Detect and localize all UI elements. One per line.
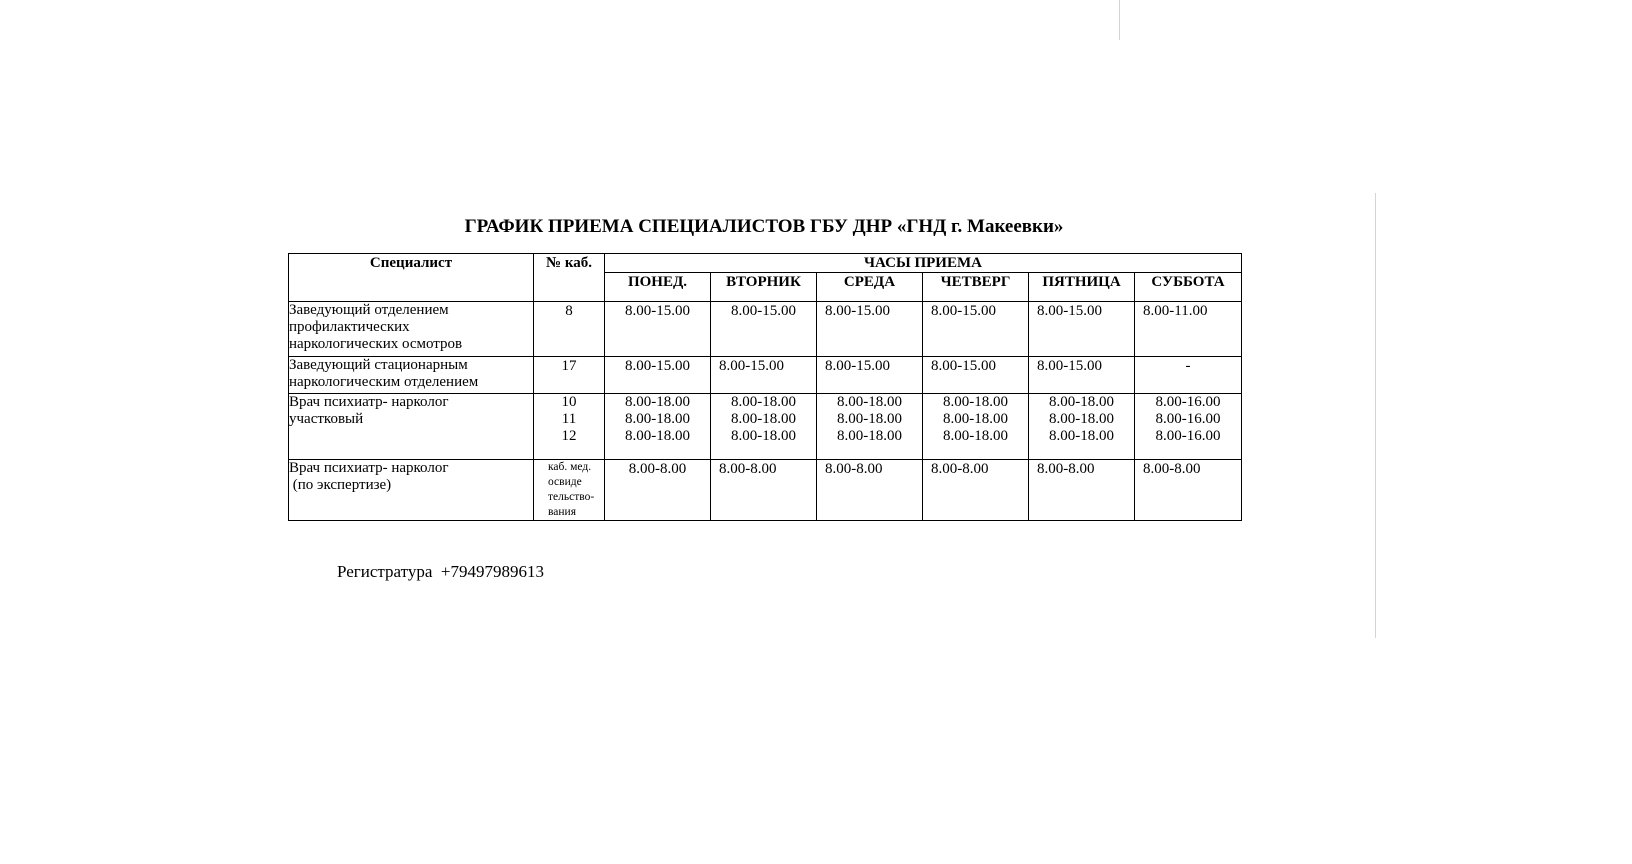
room-cell [534,460,605,521]
hours-cell: 8.00-15.00 [923,302,1029,357]
room-line: каб. мед. [548,461,592,473]
hours-value: 8.00-18.00 [1049,428,1114,444]
hours-value: 8.00-18.00 [837,411,902,427]
page-edge-rule [1119,0,1120,40]
hours-cell [817,394,923,460]
hours-cell: 8.00-15.00 [711,302,817,357]
room-number: 11 [561,411,577,427]
schedule-table [288,253,1242,521]
specialist-cell [289,460,534,521]
room-cell [534,394,605,460]
hours-value: 8.00-18.00 [837,428,902,444]
hours-value: 8.00-18.00 [943,394,1008,410]
room-number: 12 [561,428,577,444]
header-day-sat: СУББОТА [1135,273,1242,302]
room-line: вания [548,506,576,518]
hours-cell: - [1135,357,1242,394]
header-day-fri: ПЯТНИЦА [1029,273,1135,302]
hours-cell: 8.00-8.00 [1135,460,1242,521]
specialist-line: наркологическим отделением [289,374,479,390]
header-day-tue: ВТОРНИК [711,273,817,302]
specialist-line: Врач психиатр- нарколог [289,460,449,476]
room-cell: 17 [534,357,605,394]
hours-value: 8.00-18.00 [625,411,690,427]
specialist-line: Врач психиатр- нарколог [289,394,449,410]
hours-cell [1029,394,1135,460]
specialist-line: (по экспертизе) [289,477,392,493]
hours-value: 8.00-18.00 [731,394,796,410]
table-row [289,460,1242,521]
table-row [289,394,1242,460]
room-line: освиде [548,476,582,488]
hours-cell [1135,394,1242,460]
hours-cell: 8.00-15.00 [817,302,923,357]
hours-value: 8.00-18.00 [1049,394,1114,410]
hours-value: 8.00-18.00 [731,411,796,427]
hours-cell: 8.00-15.00 [1029,357,1135,394]
hours-cell: 8.00-15.00 [605,357,711,394]
hours-cell: 8.00-15.00 [1029,302,1135,357]
hours-value: 8.00-16.00 [1155,428,1221,444]
header-day-mon: ПОНЕД. [605,273,711,302]
header-specialist: Специалист [289,254,534,302]
specialist-cell [289,394,534,460]
specialist-line: наркологических осмотров [289,336,463,352]
document-title: ГРАФИК ПРИЕМА СПЕЦИАЛИСТОВ ГБУ ДНР «ГНД г. Макеевки» [464,216,1064,237]
hours-value: 8.00-16.00 [1155,394,1221,410]
hours-cell: 8.00-8.00 [923,460,1029,521]
hours-cell: 8.00-8.00 [711,460,817,521]
hours-cell: 8.00-15.00 [817,357,923,394]
specialist-line: профилактических [289,319,410,335]
hours-value: 8.00-18.00 [943,428,1008,444]
specialist-cell [289,357,534,394]
hours-cell: 8.00-8.00 [817,460,923,521]
hours-cell [711,394,817,460]
registry-phone: Регистратура +79497989613 [337,562,544,581]
hours-cell: 8.00-11.00 [1135,302,1242,357]
table-row [289,302,1242,357]
hours-cell: 8.00-8.00 [605,460,711,521]
page-margin-rule [1375,193,1376,638]
header-day-wed: СРЕДА [817,273,923,302]
hours-cell: 8.00-15.00 [923,357,1029,394]
specialist-line: Заведующий отделением [289,302,449,318]
hours-cell: 8.00-8.00 [1029,460,1135,521]
hours-value: 8.00-18.00 [625,428,690,444]
hours-value: 8.00-18.00 [1049,411,1114,427]
hours-cell [605,394,711,460]
table-row [289,357,1242,394]
hours-cell [923,394,1029,460]
header-room: № каб. [534,254,605,302]
hours-value: 8.00-18.00 [943,411,1008,427]
hours-value: 8.00-18.00 [731,428,796,444]
hours-value: 8.00-16.00 [1155,411,1221,427]
specialist-cell [289,302,534,357]
hours-value: 8.00-18.00 [625,394,690,410]
specialist-line: Заведующий стационарным [289,357,468,373]
specialist-line: участковый [289,411,364,427]
room-line: тельство- [548,491,595,503]
header-day-thu: ЧЕТВЕРГ [923,273,1029,302]
room-number: 10 [561,394,577,410]
header-hours: ЧАСЫ ПРИЕМА [605,254,1242,273]
header-row [289,254,1242,273]
hours-cell: 8.00-15.00 [605,302,711,357]
hours-value: 8.00-18.00 [837,394,902,410]
room-cell: 8 [534,302,605,357]
hours-cell: 8.00-15.00 [711,357,817,394]
